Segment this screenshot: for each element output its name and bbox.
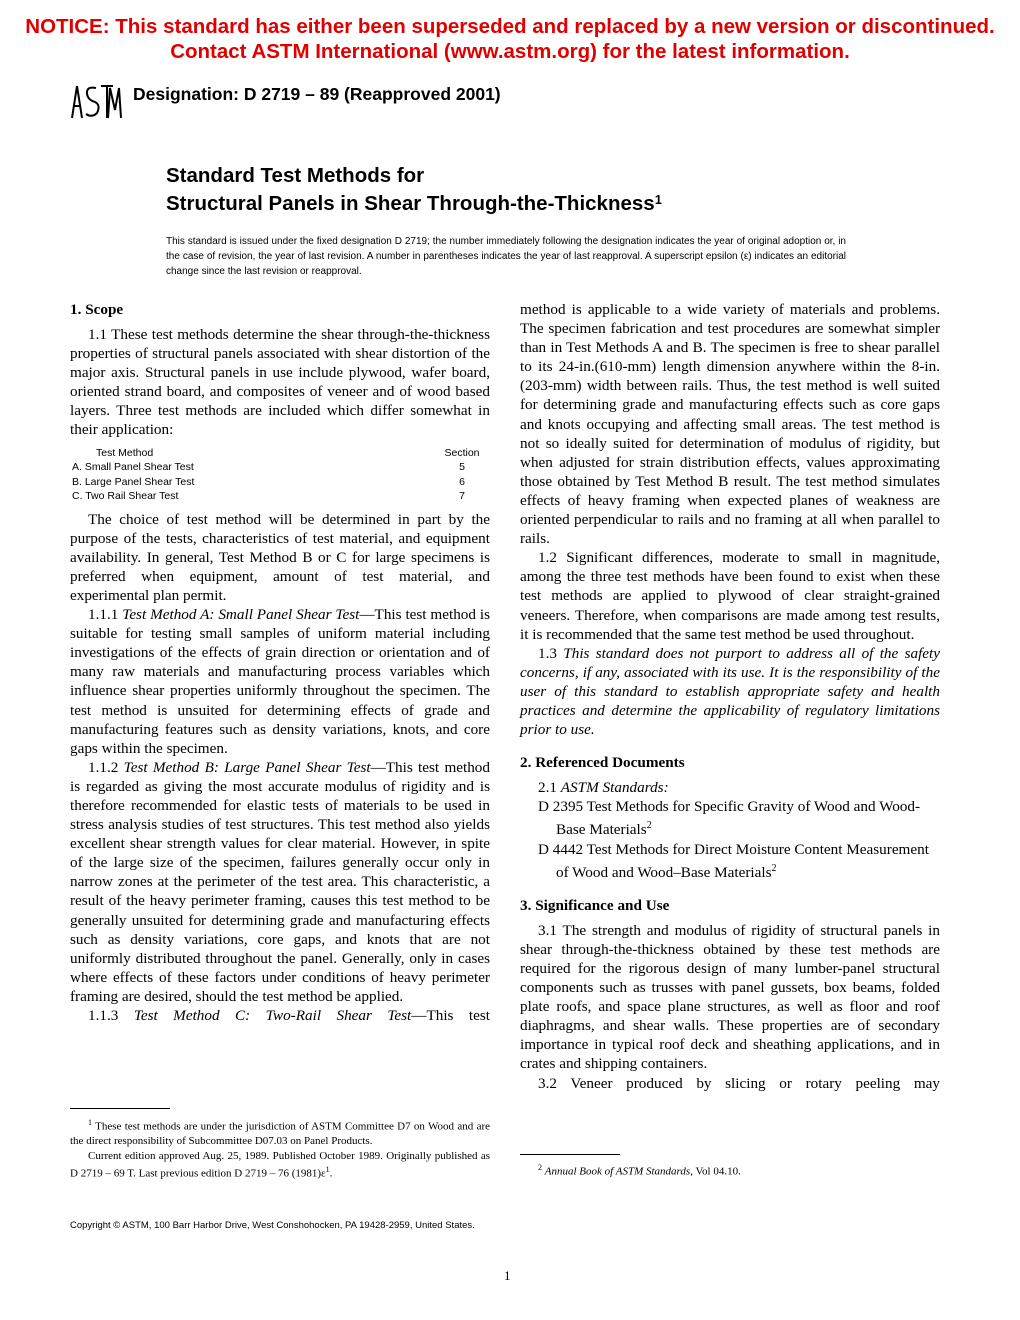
paragraph-1-1: 1.1 These test methods determine the shear through-the-thickness properties of structural panels associated with shear distortion of the major axis. Structural panels in use include plywood, wafer board, oriented strand board, and composites of veneer and of wood based layers. Three test methods are included which differ somewhat in their application: <box>70 326 490 439</box>
title-line-1: Standard Test Methods for <box>166 164 425 187</box>
method-title: Test Method B: Large Panel Shear Test <box>123 758 371 776</box>
right-column <box>520 300 940 1093</box>
title-line-2: Structural Panels in Shear Through-the-Thickness <box>166 192 655 215</box>
footnote-mark: 2 <box>538 1163 542 1172</box>
table-header-method: Test Method <box>96 446 154 459</box>
footnote-edition-text: Current edition approved Aug. 25, 1989. Published October 1989. Originally published as D 2719 – 69 T. Last previous edition D 2719 – 76 (1981)ε <box>70 1149 490 1180</box>
paragraph-choice: The choice of test method will be determined in part by the purpose of the tests, characteristics of test material, and equipment availability. In general, Test Method B or C for large specimens is preferred when equipment, amount of test material, and experimental plan permit. <box>70 510 490 604</box>
paragraph-3-2: 3.2 Veneer produced by slicing or rotary peeling may <box>538 1074 940 1092</box>
paragraph-text: —This test <box>411 1007 490 1024</box>
paragraph-1-3 <box>520 644 940 739</box>
subsection-title: ASTM Standards: <box>560 779 669 797</box>
table-cell-section: 6 <box>459 475 465 488</box>
astm-logo-icon <box>68 80 122 124</box>
test-method-table <box>72 446 482 504</box>
footnote-divider-right <box>520 1154 620 1155</box>
method-title: Test Method C: Two-Rail Shear Test <box>133 1007 412 1024</box>
footnote-1: $^1$ These test methods are under the jurisdiction of ASTM Committee D7 on Wood and are the direct responsibility of Subcommittee D07.03 on Panel Products. Current edition approved Aug. 25, 1989. Published October 1989. Originally published as D 2719 – 69 T. Last previous edition D 2719 – 76 $(1981)\varepsilon^1$. <box>70 1118 490 1180</box>
table-row <box>72 460 482 475</box>
notice-banner <box>0 14 1020 64</box>
notice-line-2: Contact ASTM International (www.astm.org) for the latest information. <box>170 40 850 63</box>
paragraph-2-1 <box>520 778 940 797</box>
table-cell-method: B. Large Panel Shear Test <box>72 475 195 488</box>
section-heading-referenced-documents: 2. Referenced Documents <box>520 754 685 772</box>
footnote-divider-left <box>70 1108 170 1109</box>
footnote-text: Annual Book of ASTM Standards <box>544 1165 691 1178</box>
paragraph-text: —This test method is regarded as giving the most accurate modulus of rigidity and is therefore recommended for elastic tests of materials to be used in stress analysis studies of test structures. This test method also yields excellent shear strength values for clear material. However, in spite of the large size of the specimen, failures generally occur only in narrow zones at the perimeter of the test area. This characteristic, a result of the heavy perimeter framing, causes this test method to be generally unsuited for determining grade and manufacturing effects such as density variations, core gaps, and knots that are not uniformly distributed throughout the panel. Generally, only in cases where effects of these factors under conditions of heavy perimeter framing are desired, should the test method be applied. <box>70 758 490 1005</box>
section-heading-significance: 3. Significance and Use <box>520 896 670 914</box>
document-title <box>166 162 662 218</box>
left-column <box>70 300 490 1025</box>
table-cell-method: C. Two Rail Shear Test <box>72 490 179 503</box>
paragraph-1-2: 1.2 Significant differences, moderate to small in magnitude, among the three test methods have been found to exist when these test methods are applied to plywood of clear straight-grained veneers. Therefore, when comparisons are made among test results, it is recommended that the same test method be used throughout. <box>520 549 940 643</box>
paragraph-1-1-1 <box>70 605 490 758</box>
issuance-note: This standard is issued under the fixed designation D 2719; the number immediately following the designation indicates the year of original adoption or, in the case of revision, the year of last revision. A number in parentheses indicates the year of last reapproval. A superscript epsilon (ε) indicates an editorial change since the last revision or reapproval. <box>166 236 846 277</box>
section-heading-scope: 1. Scope <box>70 301 124 318</box>
table-header-row <box>72 446 482 461</box>
copyright-notice: Copyright © ASTM, 100 Barr Harbor Drive, West Conshohocken, PA 19428-2959, United States. <box>70 1220 475 1231</box>
reference-text: D 2395 Test Methods for Specific Gravity of Wood and Wood-Base Materials <box>538 798 921 839</box>
paragraph-number: 1.1.2 <box>88 758 119 776</box>
paragraph-1-1-3-continued: method is applicable to a wide variety of materials and problems. The specimen fabrication and test procedures are somewhat simpler than in Test Methods A and B. The specimen is free to shear parallel to its 24-in.(610-mm) length dimension anywhere within the 8-in. (203-mm) width between rails. Thus, the test method is well suited for determining grade and manufacturing effects such as core gaps and knots occupying and affecting small areas. The test method is not so ideally suited for determination of modulus of rigidity, but when adjusted for strain distribution effects, values approximating those obtained by Test Method B result. The test method simulates effects of heavy framing when expected planes of weakness are oriented perpendicular to rails and no framing at all when parallel to rails. <box>520 301 940 548</box>
table-header-section: Section <box>444 446 480 459</box>
paragraph-number: 2.1 <box>538 779 557 797</box>
notice-line-1: NOTICE: This standard has either been superseded and replaced by a new version or discontinued. <box>25 15 995 38</box>
table-cell-method: A. Small Panel Shear Test <box>72 461 194 474</box>
paragraph-1-1-2 <box>70 758 490 1006</box>
page-number: 1 <box>504 1268 511 1283</box>
paragraph-text: —This test method is suitable for testing small samples of uniform material including investigations of the effects of grain direction or orientation and of many raw materials and manufacturing process variables which influence shear properties uniformly throughout the specimen. The test method is unsuited for determining effects of grade and manufacturing features such as density variations, knots, and core gaps within the specimen. <box>70 606 490 757</box>
paragraph-3-1: 3.1 The strength and modulus of rigidity of structural panels in shear through-the-thickness obtained by these test methods are required for the rigorous design of many lumber-panel structural components such as trusses with panel gussets, box beams, folded plate roofs, and space plane structures, as well as floor and roof diaphragms, and shear walls. These properties are of secondary importance in typical roof deck and sheathing applications, and in crates and shipping containers. <box>520 921 940 1073</box>
title-footnote-mark: 1 <box>654 192 662 207</box>
designation: Designation: D 2719 – 89 (Reapproved 2001) <box>133 84 501 104</box>
footnote-text: These test methods are under the jurisdiction of ASTM Committee D7 on Wood and are the direct responsibility of Subcommittee D07.03 on Panel Products. <box>70 1120 490 1148</box>
table-cell-section: 5 <box>459 461 465 474</box>
table-cell-section: 7 <box>459 490 465 503</box>
reference-text: D 4442 Test Methods for Direct Moisture Content Measurement of Wood and Wood–Base Materials <box>538 840 929 881</box>
footnote-mark: 2 <box>771 862 777 874</box>
footnote-mark: 1 <box>88 1118 92 1127</box>
table-row <box>72 475 482 490</box>
paragraph-number: 1.1.1 <box>88 606 119 624</box>
footnote-volume: , Vol 04.10. <box>690 1165 741 1178</box>
reference-d4442 <box>520 840 940 882</box>
paragraph-number: 1.3 <box>538 644 557 662</box>
footnote-mark: 2 <box>646 820 652 832</box>
method-title: Test Method A: Small Panel Shear Test <box>122 606 360 624</box>
footnote-2 <box>538 1161 938 1179</box>
table-row <box>72 489 482 504</box>
paragraph-number: 1.1.3 <box>88 1007 119 1024</box>
paragraph-1-1-3 <box>70 1006 490 1025</box>
footnote-mark: 1 <box>325 1165 330 1175</box>
reference-d2395 <box>520 797 940 839</box>
paragraph-text: This standard does not purport to address all of the safety concerns, if any, associated with its use. It is the responsibility of the user of this standard to establish appropriate safety and health practices and determine the applicability of regulatory limitations prior to use. <box>520 644 940 739</box>
